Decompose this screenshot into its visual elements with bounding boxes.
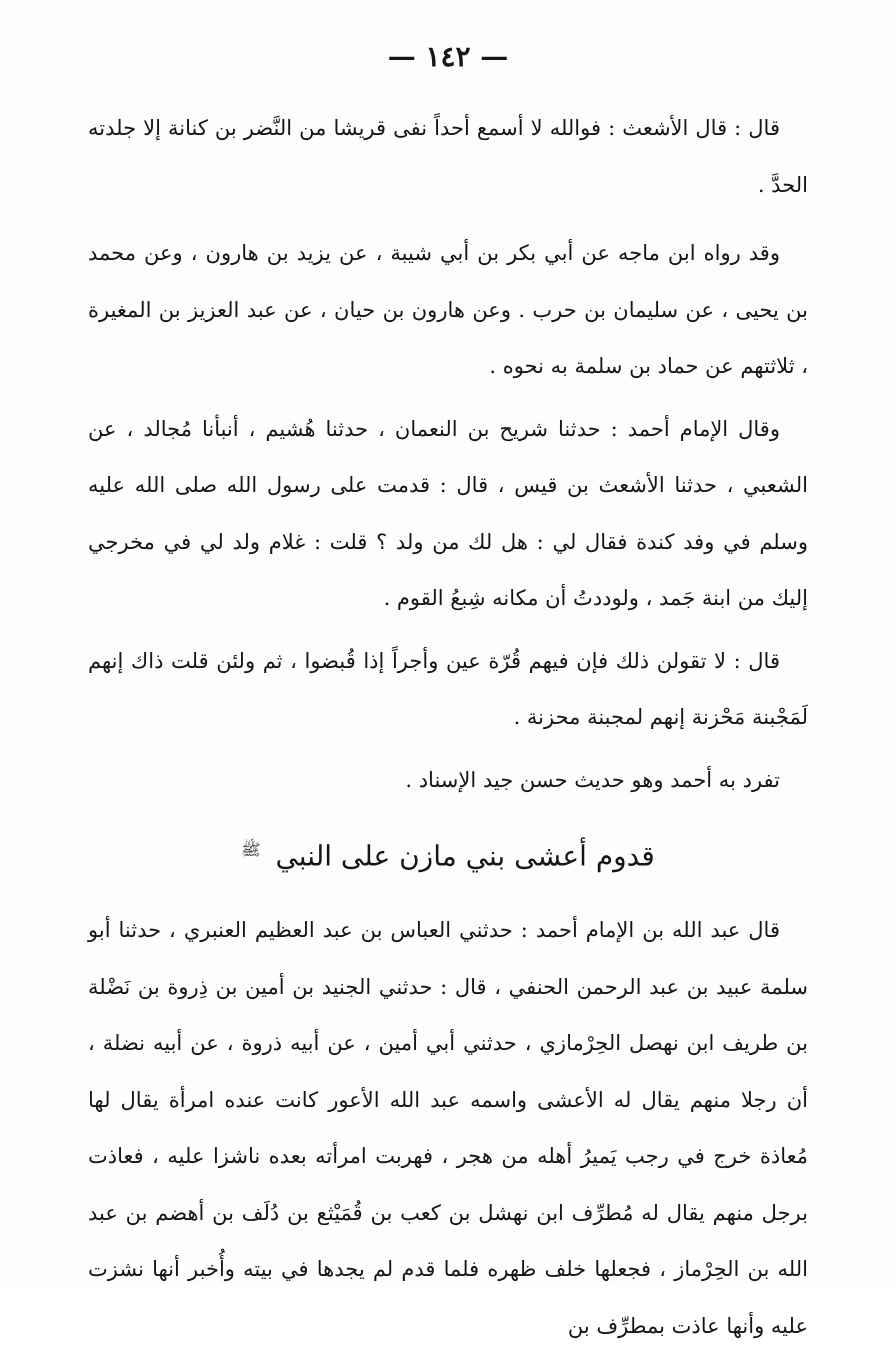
paragraph-ibn-majah-narration: وقد رواه ابن ماجه عن أبي بكر بن أبي شيبة ، عن يزيد بن هارون ، وعن محمد بن يحيى ، عن سليمان بن حرب . وعن هارون بن حيان ، عن عبد العزيز بن المغيرة ، ثلاثتهم عن حماد بن سلمة به نحوه .: [88, 241, 808, 378]
section-heading: [88, 808, 808, 902]
paragraph-abdullah-narration: قال عبد الله بن الإمام أحمد : حدثني العباس بن عبد العظيم العنبري ، حدثنا أبو سلمة عبيد بن عبد الرحمن الحنفي ، قال : حدثني الجنيد بن أمين بن ذِروة بن نَضْلة بن طريف ابن نهصل الحِرْمازي ، حدثني أبي أمين ، عن أبيه ذروة ، عن أبيه نضلة ، أن رجلا منهم يقال له الأعشى واسمه عبد الله الأعور كانت عنده امرأة يقال لها مُعاذة خرج في رجب يَميرُ أهله من هجر ، فهربت امرأته بعده ناشزا عليه ، فعاذت برجل منهم يقال له مُطرِّف ابن نهشل بن كعب بن قُمَيْثع بن دُلَف بن أهضم بن عبد الله بن الحِرْماز ، فجعلها خلف ظهره فلما قدم لم يجدها في بيته وأُخبر أنها نشزت عليه وأنها عاذت بمطرِّف بن: [88, 918, 808, 1338]
paragraph-isnad-grading: تفرد به أحمد وهو حديث حسن جيد الإسناد .: [405, 767, 780, 792]
paragraph-imam-ahmad-narration: وقال الإمام أحمد : حدثنا شريح بن النعمان ، حدثنا هُشيم ، أنبأنا مُجالد ، عن الشعبي ، حدثنا الأشعث بن قيس ، قال : قدمت على رسول الله صلى الله عليه وسلم في وفد كندة فقال لي : هل لك من ولد ؟ قلت : غلام ولد لي في مخرجي إليك من ابنة جَمد ، ولوددتُ أن مكانه شِبعُ القوم .: [88, 416, 808, 610]
paragraph-ashath-oath: قال : قال الأشعث : فوالله لا أسمع أحداً نفى قريشا من النَّضر بن كنانة إلا جلدته الحدَّ .: [88, 116, 808, 197]
paragraph-prophet-reply: قال : لا تقولن ذلك فإن فيهم قُرّة عين وأجراً إذا قُبضوا ، ثم ولئن قلت ذاك إنهم لَمَجْبنة مَحْزنة إنهم لمجبنة محزنة .: [88, 648, 808, 729]
honorific-seal-icon: ﷺ: [241, 840, 261, 859]
page-number: — ١٤٢ —: [387, 40, 509, 73]
paragraph-gap: [88, 213, 808, 225]
page-body: [88, 100, 808, 1354]
section-heading-text: قدوم أعشى بني مازن على النبي: [275, 839, 655, 873]
